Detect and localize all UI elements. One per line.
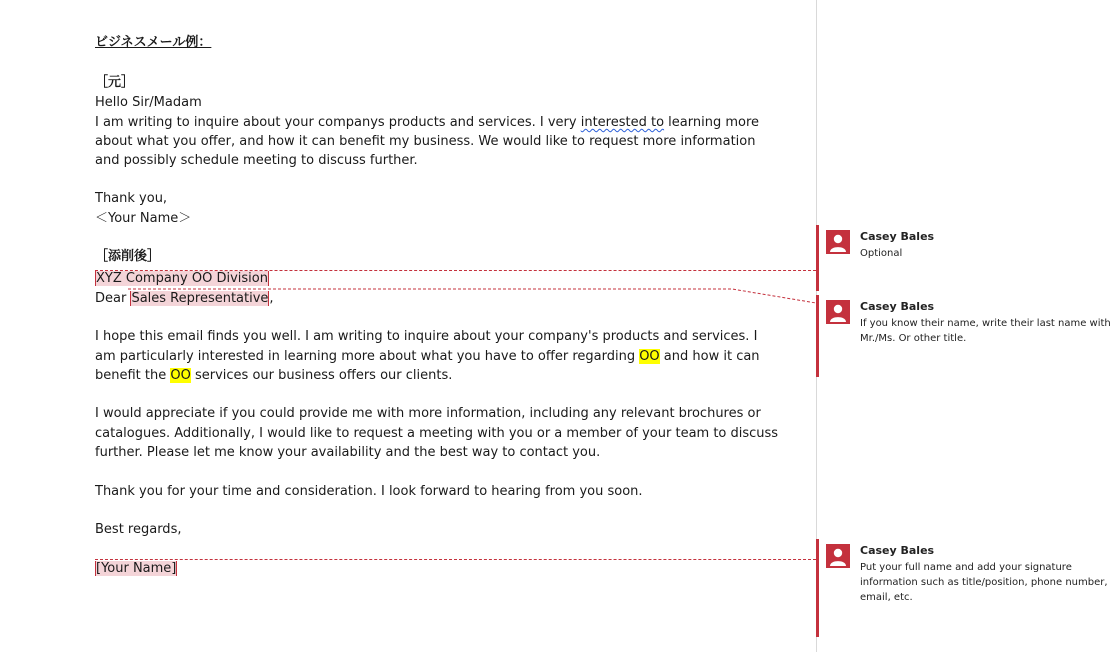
comment-accent-bar <box>816 295 819 377</box>
comment-accent-bar <box>816 225 819 291</box>
comment-range-company[interactable]: XYZ Company OO Division <box>96 271 268 286</box>
comment-card[interactable] <box>816 225 1116 291</box>
revised-label: ［添削後］ <box>95 249 161 264</box>
revised-p1-line-1: I hope this email finds you well. I am writing to inquire about your company's products and services. I <box>95 329 758 344</box>
comment-range-recipient[interactable]: Sales Representative <box>131 291 269 306</box>
highlighted-placeholder: OO <box>639 349 660 364</box>
comment-accent-bar <box>816 539 819 637</box>
revised-p2-line-3: further. Please let me know your availability and the best way to contact you. <box>95 445 601 460</box>
original-body-line-2: about what you offer, and how it can benefit my business. We would like to request more information <box>95 134 756 149</box>
comment-range-signature[interactable]: [Your Name] <box>96 561 177 576</box>
original-greeting: Hello Sir/Madam <box>95 95 202 110</box>
comment-card[interactable] <box>816 539 1116 637</box>
comment-text: Optional <box>860 248 903 259</box>
highlighted-placeholder: OO <box>170 368 191 383</box>
revised-closing: Best regards, <box>95 522 182 537</box>
document-title: ビジネスメール例： <box>95 35 212 50</box>
original-label: ［元］ <box>95 75 135 90</box>
revised-p2-line-1: I would appreciate if you could provide me with more information, including any relevant brochures or <box>95 406 761 421</box>
revised-p1-line-2: am particularly interested in learning more about what you have to offer regarding OO and how it can <box>95 349 760 364</box>
spelling-error-flag[interactable]: interested to <box>580 115 665 130</box>
revised-p3: Thank you for your time and consideration. I look forward to hearing from you soon. <box>95 484 643 499</box>
comment-connector-1 <box>95 270 816 271</box>
comment-author: Casey Bales <box>860 230 935 243</box>
comment-author: Casey Bales <box>860 300 935 313</box>
revised-salutation: Dear Sales Representative, <box>95 291 274 306</box>
comment-author: Casey Bales <box>860 544 935 557</box>
original-body-line-3: and possibly schedule meeting to discuss further. <box>95 153 418 168</box>
comment-connector-3 <box>95 559 816 560</box>
comment-text: Put your full name and add your signature information such as title/position, phone number, email, etc. <box>860 562 1108 603</box>
revised-p1-line-3: benefit the OO services our business offers our clients. <box>95 368 453 383</box>
user-avatar-icon <box>826 300 850 324</box>
original-closing: Thank you, <box>95 191 168 206</box>
user-avatar-icon <box>826 544 850 568</box>
original-signature: ＜Your Name＞ <box>95 211 192 226</box>
user-avatar-icon <box>826 230 850 254</box>
comment-text: If you know their name, write their last name with Mr./Ms. Or other title. <box>860 318 1111 344</box>
original-body-line-1: I am writing to inquire about your companys products and services. I very interested to learning more <box>95 115 760 130</box>
comment-card[interactable] <box>816 295 1116 377</box>
revised-p2-line-2: catalogues. Additionally, I would like to request a meeting with you or a member of your team to discuss <box>95 426 779 441</box>
